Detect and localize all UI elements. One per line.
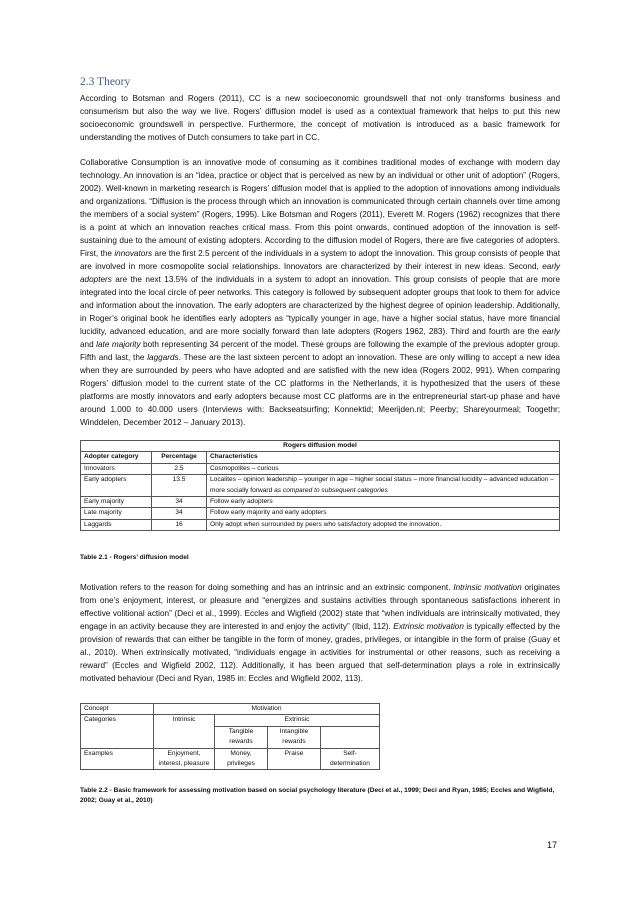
table1-cell-category: Innovators — [81, 463, 152, 474]
table2-intrinsic-label: Intrinsic — [154, 715, 215, 748]
table2-empty-cell — [321, 726, 380, 748]
table-row — [81, 497, 560, 508]
table1-cell-characteristics: Cosmopolites – curious — [207, 463, 560, 474]
term-innovators: innovators — [114, 249, 153, 258]
table1-header-characteristics: Characteristics — [207, 452, 560, 463]
table1-title: Rogers diffusion model — [81, 441, 560, 452]
table1-cell-characteristics — [207, 475, 560, 497]
table1-cell-percentage: 13.5 — [152, 475, 207, 497]
table1-cell-category: Laggards — [81, 519, 152, 530]
paragraph-diffusion-text-b: are the first 2.5 percent of the individuals in a system to adopt the innovation. This group consists of people that are involved in more cosmopolite social relationships. Innovators are characterized by their interest in new ideas. Second, — [80, 249, 560, 271]
table2-caption: Table 2.2 - Basic framework for assessing motivation based on social psychology literature (Deci et al., 1999; Deci and Ryan, 1985; Eccles and Wigfield, 2002; Guay et al., 2010) — [80, 787, 555, 804]
table2-examples-label: Examples — [81, 748, 154, 770]
table1-header-category: Adopter category — [81, 452, 152, 463]
motivation-framework-table — [80, 703, 380, 770]
paragraph-motivation-text-c: is typically effected by the provision of rewards that can either be tangible in the form of money, grades, privileges, or intangible in the form of praise (Guay et al., 2010). When extrinsically motivated, “individuals engage in activities for instrumental or other reasons, such as receiving a reward” (Eccles and Wigfield 2002, 112). Additionally, it has been argued that self-determination plays a role in extrinsically motivated behaviour (Deci and Ryan, 1985 in: Eccles and Wigfield 2002, 113). — [80, 622, 561, 683]
table1-cell-percentage: 2.5 — [152, 463, 207, 474]
table2-example-intrinsic: Enjoyment, interest, pleasure — [154, 748, 215, 770]
table1-caption: Table 2.1 - Rogers’ diffusion model — [80, 554, 189, 561]
table-row — [81, 463, 560, 474]
table-row — [81, 508, 560, 519]
table2-extrinsic-label: Extrinsic — [215, 715, 380, 726]
table1-header-percentage: Percentage — [152, 452, 207, 463]
table1-cell-characteristics: Follow early adopters — [207, 497, 560, 508]
paragraph-diffusion-text-c: are the next 13.5% of the individuals in a system to adopt an innovation. This group consists of people that are more integrated into the local circle of peer networks. This category is followed by subsequent adopter groups that look to them for advice and information about the innovation. The early adopters are characterized by the highest degree of opinion leadership. Additionally, in Roger’s original book he identifies early adopters as “typically younger in age, have a higher social status, have more financial lucidity, advanced education, and are more socially forward than late adopters (Rogers 1962, 283). Third and fourth are the — [80, 275, 560, 336]
page-number: 17 — [547, 840, 558, 850]
term-laggards: laggards — [147, 353, 179, 362]
paragraph-motivation-text-a: Motivation refers to the reason for doing something and has an intrinsic and an extrinsic component. — [80, 583, 454, 592]
paragraph-motivation-text-b: originates from one’s enjoyment, interest, or pleasure and “energizes and sustains activities through spontaneous satisfactions inherent in effective volitional action” (Deci et al., 1999). Eccles and Wigfield (2002) state that “when individuals are intrinsically motivated, they engage in an activity because they are interested in and enjoy the activity” (Ibid, 112). — [80, 583, 560, 631]
table1-cell-category: Late majority — [81, 508, 152, 519]
term-early-adopters: early adopters — [80, 262, 560, 284]
table2-tangible-label: Tangible rewards — [215, 726, 268, 748]
table1-cell-category: Early adopters — [81, 475, 152, 497]
term-early: early — [542, 327, 560, 336]
table2-example-intangible: Praise — [268, 748, 321, 770]
section-heading: 2.3 Theory — [80, 76, 131, 88]
table1-cell-percentage: 34 — [152, 508, 207, 519]
term-intrinsic-motivation: Intrinsic motivation — [453, 583, 522, 592]
paragraph-diffusion-text-d: both representing 34 percent of the model. These groups are following the example of the previous adopter group. Fifth and last, the — [80, 340, 561, 362]
term-late-majority: late majority — [96, 340, 141, 349]
table-row — [81, 475, 560, 497]
table2-motivation-label: Motivation — [154, 704, 380, 715]
paragraph-diffusion-text-a: Collaborative Consumption is an innovative mode of consuming as it combines traditional modes of exchange with modern day technology. An innovation is an “idea, practice or object that is perceived as new by an individual or other unit of adoption” (Rogers, 2002). Well-known in marketing research is Rogers’ diffusion model that is applied to the adoption of innovations among individuals and organizations. “Diffusion is the process through which an innovation is communicated through certain channels over time among the members of a social system” (Rogers, 1995). Like Botsman and Rogers (2011), Everett M. Rogers (1962) recognizes that there is a point at which an innovation reaches critical mass. From this point onwards, continued adoption of the innovation is self-sustaining due to the amount of existing adopters. According to the diffusion model of Rogers, there are five categories of adopters. First, the — [80, 158, 560, 258]
table2-concept-label: Concept — [81, 704, 154, 715]
rogers-diffusion-table — [80, 440, 560, 531]
table1-cell-characteristics: Follow early majority and early adopters — [207, 508, 560, 519]
table2-categories-label: Categories — [81, 715, 154, 748]
table2-intangible-label: Intangible rewards — [268, 726, 321, 748]
table1-cell-characteristics: Only adopt when surrounded by peers who satisfactory adopted the innovation. — [207, 519, 560, 530]
paragraph-motivation — [80, 581, 560, 685]
paragraph-diffusion — [80, 156, 560, 429]
table1-cell-category: Early majority — [81, 497, 152, 508]
paragraph-diffusion-and: and — [80, 340, 97, 349]
table1-cell-percentage: 16 — [152, 519, 207, 530]
paragraph-diffusion-text-e: . These are the last sixteen percent to adopt an innovation. These are only willing to accept a new idea when they are surrounded by peers who have adopted and are satisfied with the new idea (Rogers 2002, 991). When comparing Rogers’ diffusion model to the current state of the CC platforms in the Netherlands, it is hypothesized that the users of these platforms are mostly innovators and early adopters because most CC platforms are in the entrepreneurial start-up phase and have around 1.000 to 40.000 users (Interviews with: Backseatsurfing; Konnektid; Meerijden.nl; Peerby; Shareyourmeal; Toogethr; Winddelen, December 2012 – January 2013). — [80, 353, 560, 427]
table1-cell-percentage: 34 — [152, 497, 207, 508]
table1-characteristics-text: Localites – opinion leadership – younger in age – higher social status – more financial lucidity – advanced education – more socially forward — [210, 476, 554, 494]
table2-self-determination: Self-determination — [321, 748, 380, 770]
paragraph-intro: According to Botsman and Rogers (2011), CC is a new socioeconomic groundswell that not only transforms business and consumerism but also the way we live. Rogers’ diffusion model is used as a contextual framework that helps to put this new socioeconomic groundswell in perspective. Furthermore, the concept of motivation is introduced as a basic framework for understanding the motives of Dutch consumers to take part in CC. — [80, 94, 560, 142]
table2-example-tangible: Money, privileges — [215, 748, 268, 770]
table-row — [81, 519, 560, 530]
table1-characteristics-italic: as compared to subsequent categories — [274, 486, 388, 494]
term-extrinsic-motivation: Extrinsic motivation — [393, 622, 464, 631]
